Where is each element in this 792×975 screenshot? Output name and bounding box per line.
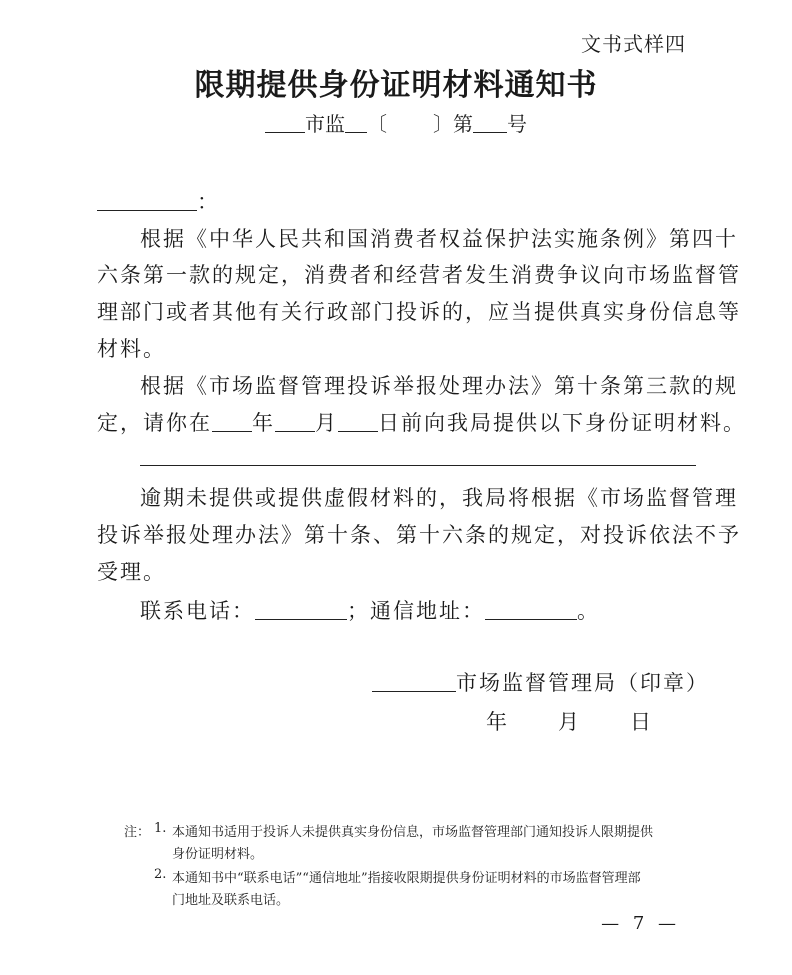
blank-dept[interactable] xyxy=(345,110,367,133)
address-label: 通信地址： xyxy=(370,599,485,623)
contact-end: 。 xyxy=(577,599,600,623)
p1-line4: 材料。 xyxy=(97,337,166,361)
p3-line3: 受理。 xyxy=(97,560,166,584)
p3-line2: 投诉举报处理办法》第十条、第十六条的规定，对投诉依法不予 xyxy=(97,523,741,547)
p1-line3: 理部门或者其他有关行政部门投诉的，应当提供真实身份信息等 xyxy=(97,300,741,324)
doc-number-di: 第 xyxy=(453,112,473,136)
doc-number-hao: 号 xyxy=(507,112,527,136)
page-title: 限期提供身份证明材料通知书 xyxy=(194,68,598,103)
form-number: 文书式样四 xyxy=(581,32,686,56)
blank-deadline-month[interactable] xyxy=(275,408,315,432)
blank-bureau[interactable] xyxy=(372,668,456,692)
label-year: 年 xyxy=(252,411,275,435)
phone-label: 联系电话： xyxy=(140,599,255,623)
p3-line1: 逾期未提供或提供虚假材料的，我局将根据《市场监督管理 xyxy=(140,486,738,510)
addressee-colon: ： xyxy=(197,190,220,214)
note2-line2: 门地址及联系电话。 xyxy=(172,893,290,908)
bureau-label: 市场监督管理局（印章） xyxy=(456,671,709,695)
blank-addressee[interactable] xyxy=(97,187,197,211)
note2-number: 2. xyxy=(154,867,167,882)
blank-deadline-year[interactable] xyxy=(212,408,252,432)
blank-phone[interactable] xyxy=(255,596,347,620)
p1-line2: 六条第一款的规定，消费者和经营者发生消费争议向市场监督管 xyxy=(97,263,741,287)
materials-blank-line[interactable] xyxy=(140,465,696,466)
note1-line2: 身份证明材料。 xyxy=(172,847,264,862)
signature-bureau-line xyxy=(372,667,709,697)
p2-line2-end: 日前向我局提供以下身份证明材料。 xyxy=(378,411,746,435)
blank-address[interactable] xyxy=(485,596,577,620)
bracket-close: 〕 xyxy=(433,112,453,136)
p2-line1: 根据《市场监督管理投诉举报处理办法》第十条第三款的规 xyxy=(140,374,738,398)
p2-line2-start: 定，请你在 xyxy=(97,411,212,435)
addressee-line xyxy=(97,186,220,216)
blank-city[interactable] xyxy=(265,110,305,133)
note1-line1: 本通知书适用于投诉人未提供真实身份信息，市场监督管理部门通知投诉人限期提供 xyxy=(172,825,654,840)
blank-serial[interactable] xyxy=(473,110,507,133)
doc-number-prefix: 市监 xyxy=(305,112,345,136)
note2-line1: 本通知书中“联系电话”“通信地址”指接收限期提供身份证明材料的市场监督管理部 xyxy=(172,871,641,886)
contact-line xyxy=(140,595,600,625)
blank-deadline-day[interactable] xyxy=(338,408,378,432)
page-number: — 7 — xyxy=(601,913,680,934)
p2-line2 xyxy=(97,407,746,437)
notes-prefix: 注： xyxy=(124,825,151,840)
note1-number: 1. xyxy=(154,821,167,836)
label-month: 月 xyxy=(315,411,338,435)
p1-line1: 根据《中华人民共和国消费者权益保护法实施条例》第四十 xyxy=(140,227,738,251)
signature-date: 年 月 日 xyxy=(486,710,654,734)
document-number xyxy=(0,108,792,137)
contact-separator: ； xyxy=(347,599,370,623)
bracket-open: 〔 xyxy=(367,112,387,136)
